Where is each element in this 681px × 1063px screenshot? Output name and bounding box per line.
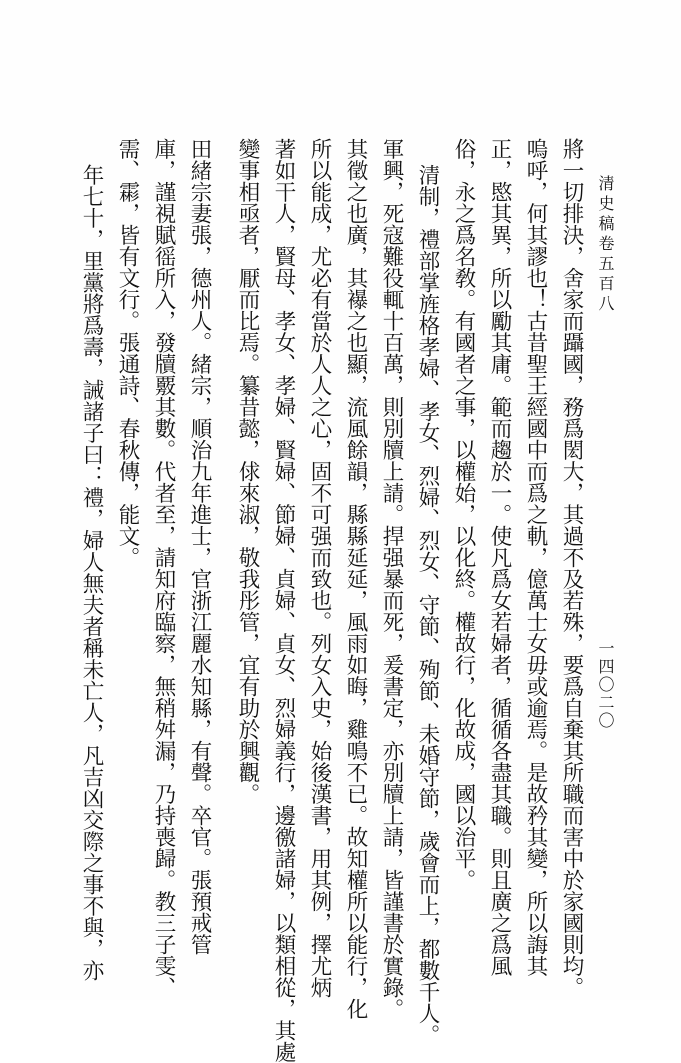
page-number: 一四〇二〇 — [596, 640, 615, 730]
text-column-10: 變事相亟者，厭而比焉。纂昔懿，俅來淑，敬我彤管，宜有助於興觀。 — [235, 138, 260, 805]
text-column-14: 年七十，里黨將爲壽，誡諸子曰：禮，婦人無夫者稱未亡人，凡吉凶交際之事不與，亦 — [79, 164, 104, 981]
running-header: 清史稿卷五百八 — [596, 175, 615, 315]
text-column-2: 嗚呼，何其謬也！古昔聖王經國中而爲之軌，億萬士女毋或逾焉。是故矜其變，所以誨其 — [523, 138, 548, 977]
text-column-11: 田緒宗妻張，德州人。緒宗，順治九年進士，官浙江麗水知縣，有聲。卒官。張預戒管 — [187, 138, 212, 955]
text-column-1: 將一切排決，舍家而躡國，務爲閎大，其過不及若殊，要爲自棄其所職而害中於家國則均。 — [559, 138, 584, 998]
text-column-8: 所以能成，尤必有當於人人之心，固不可强而致也。列女入史，始後漢書，用其例，擇尤炳 — [307, 138, 332, 998]
text-column-3: 正，愍其異，所以勵其庸。範而趨於一。使凡爲女若婦者，循循各盡其職。則且廣之爲風 — [487, 138, 512, 977]
text-column-7: 其徵之也廣，其襮之也顯，流風餘韻，縣縣延延，風雨如晦，雞鳴不已。故知權所以能行，化 — [343, 138, 368, 1020]
text-column-5: 清制，禮部掌旌格孝婦、孝女、烈婦、烈女、守節、殉節、未婚守節，歲會而上，都數千人。 — [415, 164, 440, 1046]
text-column-13: 需、霦，皆有文行。張通詩、春秋傳，能文。 — [115, 138, 140, 568]
text-column-9: 著如干人，賢母、孝女、孝婦、賢婦、節婦、貞婦、貞女、烈婦義行，邊徼諸婦，以類相從，其處 — [271, 138, 296, 1063]
text-column-4: 俗，永之爲名敎。有國者之事，以權始，以化終。權故行，化故成，國以治平。 — [451, 138, 476, 891]
text-column-6: 軍興，死寇難役輒十百萬，則別牘上請。捍强暴而死，爰書定，亦別牘上請，皆謹書於實錄。 — [379, 138, 404, 1020]
text-column-12: 庫，謹視賦徭所入，發牘覈其數。代者至，請知府臨察，無稍舛漏，乃持喪歸。教三子雯、 — [151, 138, 176, 998]
